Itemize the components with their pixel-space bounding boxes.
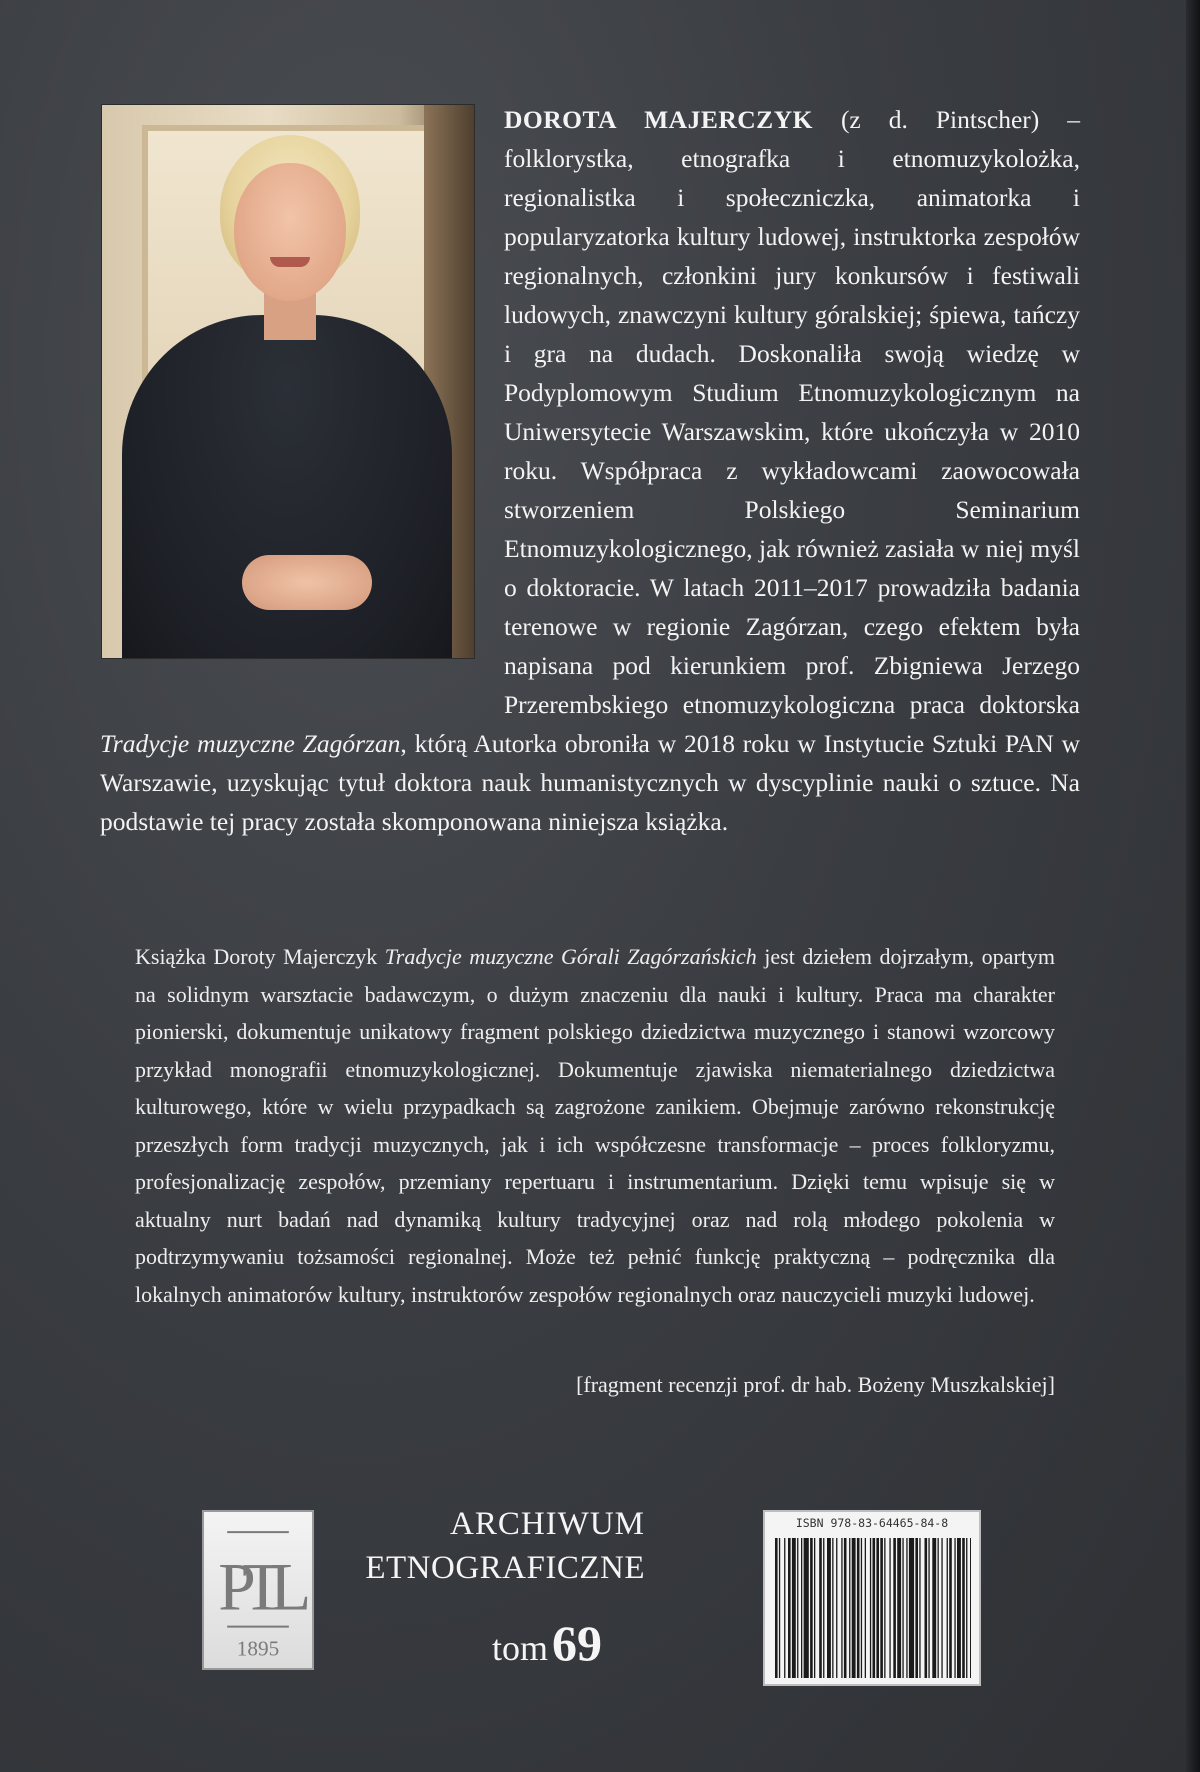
series-title — [340, 1502, 645, 1590]
barcode-bar — [889, 1538, 890, 1678]
review-text-start: Książka Doroty Majerczyk — [135, 944, 385, 969]
barcode-bar — [797, 1538, 798, 1678]
barcode-bar — [810, 1538, 813, 1678]
ptl-letters: PTL — [218, 1549, 298, 1625]
volume-word: tom — [492, 1628, 549, 1668]
volume-label — [492, 1614, 602, 1672]
barcode-bar — [852, 1538, 856, 1678]
barcode-bar — [947, 1538, 948, 1678]
isbn-barcode — [763, 1510, 981, 1686]
series-line-2: ETNOGRAFICZNE — [365, 1550, 645, 1586]
barcode-bar — [827, 1538, 831, 1678]
author-biography — [100, 100, 1080, 841]
review-source: [fragment recenzji prof. dr hab. Bożeny Muszkalskiej] — [576, 1372, 1055, 1397]
barcode-bar — [873, 1538, 876, 1678]
barcode-bar — [962, 1538, 965, 1678]
ptl-year: 1895 — [236, 1636, 280, 1661]
barcode-bar — [954, 1538, 955, 1678]
barcode-bar — [970, 1538, 971, 1678]
book-title: Tradycje muzyczne Górali Zagórzańskich — [384, 944, 757, 969]
barcode-bar — [857, 1538, 860, 1678]
barcode-bar — [919, 1538, 920, 1678]
ptl-logo — [202, 1510, 314, 1670]
review-excerpt — [135, 938, 1055, 1313]
barcode-bar — [801, 1538, 802, 1678]
barcode-bar — [814, 1538, 815, 1678]
barcode-bar — [915, 1538, 918, 1678]
barcode-bar — [909, 1538, 914, 1678]
barcode-bar — [849, 1538, 850, 1678]
barcode-bar — [784, 1538, 785, 1678]
isbn-text: ISBN 978-83-64465-84-8 — [795, 1516, 949, 1530]
barcode-bar — [884, 1538, 885, 1678]
barcode-bar — [844, 1538, 847, 1678]
barcode-bar — [876, 1538, 879, 1678]
barcode-bar — [841, 1538, 842, 1678]
barcode-bar — [938, 1538, 939, 1678]
volume-number: 69 — [552, 1615, 603, 1671]
barcode-bar — [779, 1538, 780, 1678]
ptl-logo-mark — [204, 1512, 312, 1668]
series-line-1: ARCHIWUM — [450, 1506, 645, 1542]
barcode-bar — [788, 1538, 791, 1678]
cover-edge — [1186, 0, 1200, 1772]
barcode-bar — [902, 1538, 903, 1678]
barcode-bar — [893, 1538, 896, 1678]
barcode-bar — [804, 1538, 809, 1678]
barcode-bar — [897, 1538, 901, 1678]
barcode-bar — [865, 1538, 866, 1678]
barcode-bar — [932, 1538, 936, 1678]
barcode-bar — [925, 1538, 928, 1678]
barcode-bar — [836, 1538, 837, 1678]
barcode-bar — [941, 1538, 942, 1678]
barcode-bar — [792, 1538, 796, 1678]
barcode-bar — [949, 1538, 952, 1678]
barcode-bar — [966, 1538, 967, 1678]
thesis-title: Tradycje muzyczne Zagórzan — [100, 729, 401, 758]
barcode-bar — [861, 1538, 862, 1678]
barcode-bar — [870, 1538, 871, 1678]
bio-text: (z d. Pintscher) – folklorystka, etnografka i etnomuzykolożka, regionalistka i społeczniczka, animatorka i popularyzatorka kultury ludowej, instruktorka zespołów regionalnych, członkini jury konkursów i festiwali ludowych, znawczyni kultury góralskiej; śpiewa, tańczy i gra na dudach. Doskonaliła swoją wiedzę w Podyplomowym Studium Etnomuzykologicznym na Uniwersytecie Warszawskim, które ukończyła w 2010 roku. Współpraca z wykładowcami zaowocowała stworzeniem Polskiego Seminarium Etnomuzykologicznego, jak również zasiała w niej myśl o doktoracie. W latach 2011–2017 prowadziła badania terenowe w regionie Zagórzan, czego efektem była napisana pod kierunkiem prof. Zbigniewa Jerzego Przerembskiego etnomuzykologiczna praca doktorska — [504, 105, 1080, 719]
barcode-bar — [906, 1538, 907, 1678]
barcode-bar — [819, 1538, 822, 1678]
barcode-bar — [957, 1538, 961, 1678]
barcode-bar — [880, 1538, 883, 1678]
barcode-bar — [832, 1538, 833, 1678]
barcode-bars — [775, 1538, 971, 1678]
photo-spacer — [100, 100, 504, 698]
author-name: DOROTA MAJERCZYK — [504, 105, 813, 134]
barcode-bar — [928, 1538, 929, 1678]
barcode-bar — [823, 1538, 824, 1678]
bio-text-end: , którą Autorka obroniła w 2018 roku w Instytucie Sztuki PAN w Warszawie, uzyskując tytuł doktora nauk humanistycznych w dyscyplinie nauki o sztuce. Na podstawie tej pracy została skomponowana niniejsza książka. — [100, 729, 1080, 836]
review-text-end: jest dziełem dojrzałym, opartym na solidnym warsztacie badawczym, o dużym znaczeniu dla nauki i kultury. Praca ma charakter pionierski, dokumentuje unikatowy fragment polskiego dziedzictwa muzycznego i stanowi wzorcowy przykład monografii etnomuzykologicznej. Dokumentuje zjawiska niematerialnego dziedzictwa kulturowego, które w wielu przypadkach są zagrożone zanikiem. Obejmuje zarówno rekonstrukcję przeszłych form tradycji muzycznych, jak i ich współczesne transformacje – proces folkloryzmu, profesjonalizację zespołów, przemiany repertuaru i instrumentarium. Dzięki temu wpisuje się w aktualny nurt badań nad dynamiką kultury tradycyjnej oraz nad rolą młodego pokolenia w podtrzymywaniu tożsamości regionalnej. Może też pełnić funkcję praktyczną – podręcznika dla lokalnych animatorów kultury, instruktorów zespołów regionalnych oraz nauczycieli muzyki ludowej. — [135, 944, 1055, 1307]
barcode-bar — [775, 1538, 778, 1678]
